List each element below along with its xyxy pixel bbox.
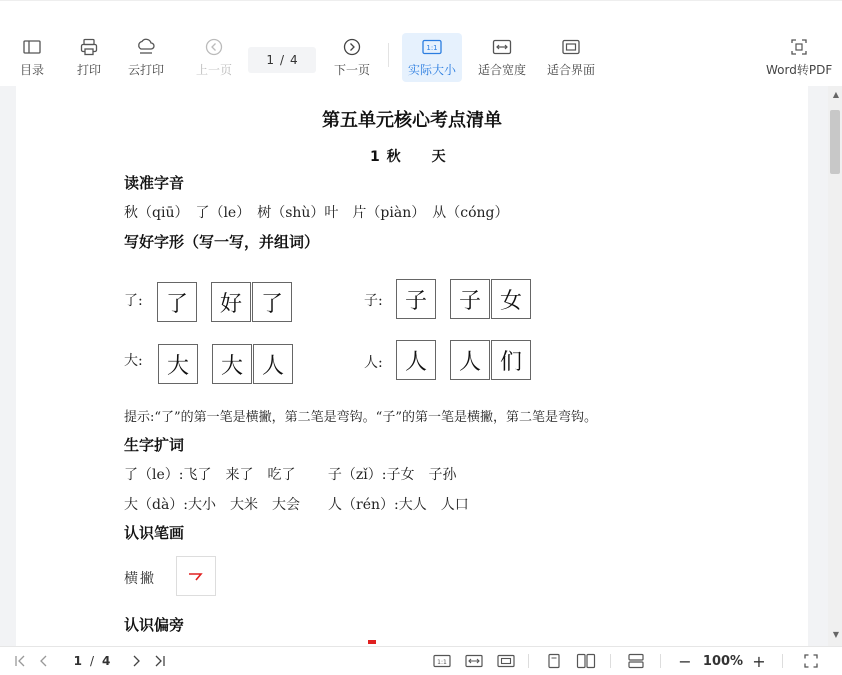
- actual-size-button[interactable]: [402, 33, 462, 82]
- svg-text:1:1: 1:1: [426, 44, 438, 52]
- char-box: 大: [212, 344, 252, 384]
- zoom-in-button[interactable]: +: [752, 651, 766, 671]
- cloud-print-label: 云打印: [128, 63, 165, 77]
- scroll-thumb[interactable]: [830, 110, 840, 174]
- toc-label: 目录: [20, 63, 45, 77]
- char-label: 了:: [124, 293, 143, 309]
- continuous-scroll-icon[interactable]: [624, 647, 648, 675]
- toc-icon: [22, 37, 42, 57]
- word-to-pdf-label: Word转PDF: [766, 63, 833, 77]
- scroll-up-arrow-icon[interactable]: ▲: [832, 90, 839, 99]
- section-write-title: 写好字形（写一写，并组词）: [124, 233, 320, 251]
- printer-icon: [79, 37, 99, 57]
- actual-size-label: 实际大小: [408, 63, 457, 77]
- top-toolbar: [0, 0, 842, 86]
- document-viewport[interactable]: [0, 86, 842, 646]
- tip-text: 提示:“了”的第一笔是横撇，第二笔是弯钩。“子”的第一笔是横撇，第二笔是弯钩。: [124, 410, 597, 425]
- fullscreen-icon[interactable]: [800, 647, 822, 675]
- single-page-view-icon[interactable]: [544, 647, 564, 675]
- status-fit-page-icon[interactable]: [496, 647, 516, 675]
- print-label: 打印: [77, 63, 102, 77]
- status-current-page: 1: [73, 654, 82, 668]
- page-number-input[interactable]: [248, 47, 316, 73]
- fit-page-label: 适合界面: [547, 63, 596, 77]
- char-box: 子: [396, 279, 436, 319]
- next-page-icon[interactable]: [128, 647, 144, 675]
- radical-fragment: [368, 640, 376, 644]
- char-box: 们: [491, 340, 531, 380]
- section-stroke-title: 认识笔画: [124, 524, 185, 542]
- prev-page-label: 上一页: [196, 63, 233, 77]
- status-divider: [660, 654, 661, 668]
- char-box: 了: [157, 282, 197, 322]
- char-label: 子:: [364, 293, 383, 309]
- next-page-label: 下一页: [334, 63, 371, 77]
- current-page: 1: [266, 53, 274, 67]
- page-separator: /: [279, 53, 285, 67]
- status-divider: [528, 654, 529, 668]
- document-page: [16, 86, 808, 646]
- section-expand-title: 生字扩词: [124, 436, 185, 454]
- document-title: 第五单元核心考点清单: [322, 110, 502, 131]
- status-divider: [610, 654, 611, 668]
- fit-width-label: 适合宽度: [478, 63, 527, 77]
- char-label: 大:: [124, 353, 143, 369]
- chevron-right-circle-icon: [342, 37, 362, 57]
- fit-width-icon: [492, 37, 512, 57]
- fit-width-button[interactable]: [478, 37, 526, 78]
- char-label: 人:: [364, 355, 383, 371]
- status-fit-width-icon[interactable]: [464, 647, 484, 675]
- chevron-left-circle-icon: [204, 37, 224, 57]
- toolbar-divider: [388, 43, 389, 67]
- total-pages: 4: [290, 53, 298, 67]
- char-box: 好: [211, 282, 251, 322]
- prev-page-icon[interactable]: [36, 647, 52, 675]
- vertical-scrollbar[interactable]: [828, 86, 842, 646]
- lesson-title: 1 秋 天: [370, 149, 447, 165]
- cloud-print-icon: [136, 37, 156, 57]
- zoom-out-button[interactable]: −: [678, 651, 692, 671]
- fit-page-button[interactable]: [547, 37, 595, 78]
- scroll-down-arrow-icon[interactable]: ▼: [832, 630, 839, 639]
- print-button[interactable]: [77, 37, 101, 78]
- stroke-hengpie-icon: [186, 570, 206, 582]
- zoom-level[interactable]: 100%: [702, 653, 744, 669]
- word-to-pdf-button[interactable]: [766, 37, 832, 78]
- status-divider: [782, 654, 783, 668]
- expand-line-2: 大（dà）:大小 大米 大会 人（rén）:大人 人口: [124, 497, 469, 513]
- char-box: 人: [450, 340, 490, 380]
- convert-icon: [789, 37, 809, 57]
- pinyin-line: 秋（qiū） 了（le） 树（shù）叶 片（piàn） 从（cóng）: [124, 205, 509, 221]
- expand-line-1: 了（le）:飞了 来了 吃了 子（zǐ）:子女 子孙: [124, 467, 457, 483]
- toc-button[interactable]: [20, 37, 44, 78]
- char-box: 人: [253, 344, 293, 384]
- fit-page-icon: [561, 37, 581, 57]
- next-page-button[interactable]: [334, 37, 370, 78]
- char-box: 女: [491, 279, 531, 319]
- status-total-pages: 4: [102, 654, 111, 668]
- cloud-print-button[interactable]: [128, 37, 164, 78]
- stroke-name: 横撇: [124, 571, 156, 587]
- bottom-status-bar: [0, 646, 842, 674]
- section-read-title: 读准字音: [124, 174, 185, 192]
- prev-page-button[interactable]: [196, 37, 232, 78]
- status-page-indicator[interactable]: [64, 647, 120, 675]
- char-box: 子: [450, 279, 490, 319]
- stroke-example-box: [176, 556, 216, 596]
- char-box: 了: [252, 282, 292, 322]
- actual-size-icon: [422, 37, 442, 57]
- status-page-sep: /: [89, 654, 95, 668]
- svg-text:1:1: 1:1: [437, 659, 447, 666]
- status-actual-size-icon[interactable]: [432, 647, 452, 675]
- section-radical-title: 认识偏旁: [124, 616, 185, 634]
- first-page-icon[interactable]: [12, 647, 28, 675]
- double-page-view-icon[interactable]: [574, 647, 598, 675]
- char-box: 人: [396, 340, 436, 380]
- char-box: 大: [158, 344, 198, 384]
- last-page-icon[interactable]: [152, 647, 168, 675]
